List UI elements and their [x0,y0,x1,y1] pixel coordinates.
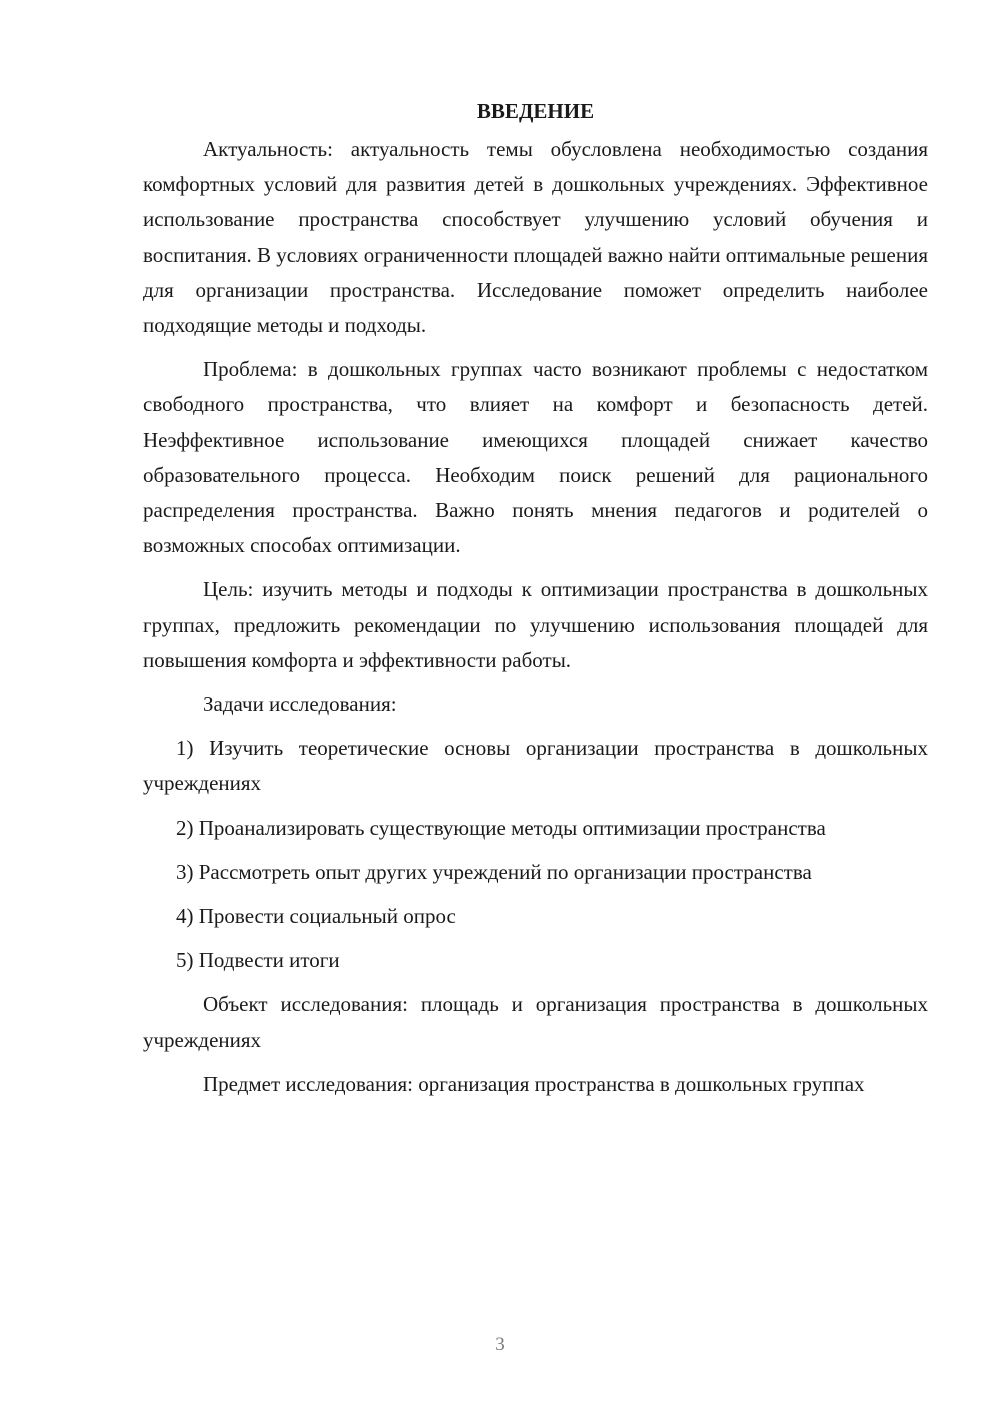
task-item: 4) Провести социальный опрос [176,904,456,929]
page-number: 3 [495,1334,505,1355]
task-item: 5) Подвести итоги [176,948,340,973]
paragraph-relevance: Актуальность: актуальность темы обусловлена необходимостью создания комфортных условий для развития детей в дошкольных учреждениях. Эффективное использование пространства способствует улучшению условий обучения и воспитания. В условиях ограниченности площадей важно найти оптимальные решения для организации пространства. Исследование поможет определить наиболее подходящие методы и подходы. [143,137,928,338]
task-item: 2) Проанализировать существующие методы оптимизации пространства [176,815,826,840]
task-item: 1) Изучить теоретические основы организации пространства в дошкольных учреждениях [143,736,928,796]
page-content [143,96,928,1111]
task-item: 3) Рассмотреть опыт других учреждений по организации пространства [176,859,812,884]
paragraph-problem: Проблема: в дошкольных группах часто возникают проблемы с недостатком свободного пространства, что влияет на комфорт и безопасность детей. Неэффективное использование имеющихся площадей снижает качество образовательного процесса. Необходим поиск решений для рационального распределения пространства. Важно понять мнения педагогов и родителей о возможных способах оптимизации. [143,357,928,558]
section-title: ВВЕДЕНИЕ [476,99,595,123]
paragraph-object: Объект исследования: площадь и организация пространства в дошкольных учреждениях [143,992,928,1052]
paragraph-goal: Цель: изучить методы и подходы к оптимизации пространства в дошкольных группах, предложить рекомендации по улучшению использования площадей для повышения комфорта и эффективности работы. [143,577,928,672]
paragraph-subject: Предмет исследования: организация пространства в дошкольных группах [203,1071,865,1096]
tasks-heading: Задачи исследования: [203,692,397,717]
